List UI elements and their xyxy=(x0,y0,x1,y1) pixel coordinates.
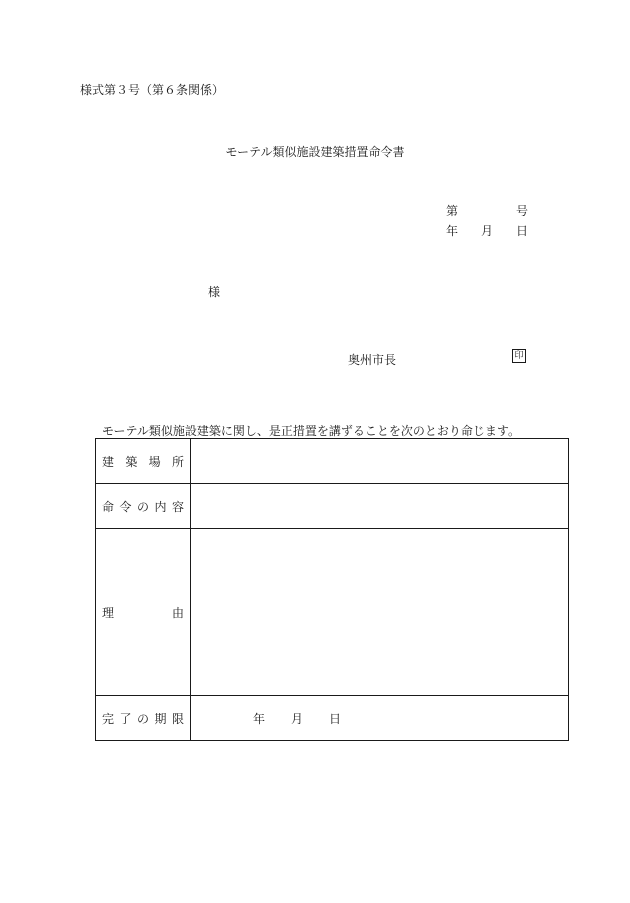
label-char: 築 xyxy=(125,454,138,469)
label-char: の xyxy=(136,711,149,726)
deadline-year: 年 xyxy=(253,711,266,726)
label-char: 期 xyxy=(154,711,167,726)
label-char: 了 xyxy=(119,711,132,726)
label-char: 命 xyxy=(102,499,115,514)
form-number-label: 様式第３号（第６条関係） xyxy=(80,83,225,97)
label-reason-text xyxy=(96,604,190,621)
addressee-suffix: 様 xyxy=(208,285,221,299)
issuer-name: 奥州市長 xyxy=(348,353,397,367)
row-reason xyxy=(96,529,569,696)
label-content xyxy=(96,484,191,529)
deadline-date xyxy=(191,710,568,727)
label-char: 建 xyxy=(102,454,115,469)
label-char: 理 xyxy=(102,605,115,620)
label-location xyxy=(96,439,191,484)
row-location xyxy=(96,439,569,484)
deadline-month: 月 xyxy=(291,711,304,726)
label-char: 場 xyxy=(148,454,161,469)
label-reason xyxy=(96,529,191,696)
label-deadline xyxy=(96,696,191,741)
doc-number-prefix: 第 xyxy=(446,204,459,218)
doc-date-month: 月 xyxy=(480,224,493,238)
label-char: 内 xyxy=(154,499,167,514)
seal-mark: 印 xyxy=(512,349,526,363)
doc-date-year: 年 xyxy=(446,224,459,238)
label-char: 完 xyxy=(102,711,115,726)
order-table xyxy=(95,438,569,741)
label-char: 限 xyxy=(171,711,184,726)
document-title: モーテル類似施設建築措置命令書 xyxy=(225,145,405,159)
intro-text: モーテル類似施設建築に関し、是正措置を講ずることを次のとおり命じます。 xyxy=(102,424,520,438)
label-content-text xyxy=(96,498,190,515)
location-value[interactable] xyxy=(191,439,569,484)
label-char: 容 xyxy=(171,499,184,514)
deadline-day: 日 xyxy=(329,711,342,726)
row-content xyxy=(96,484,569,529)
reason-value[interactable] xyxy=(191,529,569,696)
deadline-value[interactable] xyxy=(191,696,569,741)
doc-date-day: 日 xyxy=(515,224,528,238)
label-char: の xyxy=(136,499,149,514)
row-deadline xyxy=(96,696,569,741)
label-location-text xyxy=(96,453,190,470)
document-date xyxy=(446,222,528,239)
document-number xyxy=(446,202,528,219)
label-char: 由 xyxy=(171,605,184,620)
content-value[interactable] xyxy=(191,484,569,529)
doc-number-suffix: 号 xyxy=(515,204,528,218)
label-deadline-text xyxy=(96,710,190,727)
label-char: 令 xyxy=(119,499,132,514)
label-char: 所 xyxy=(171,454,184,469)
